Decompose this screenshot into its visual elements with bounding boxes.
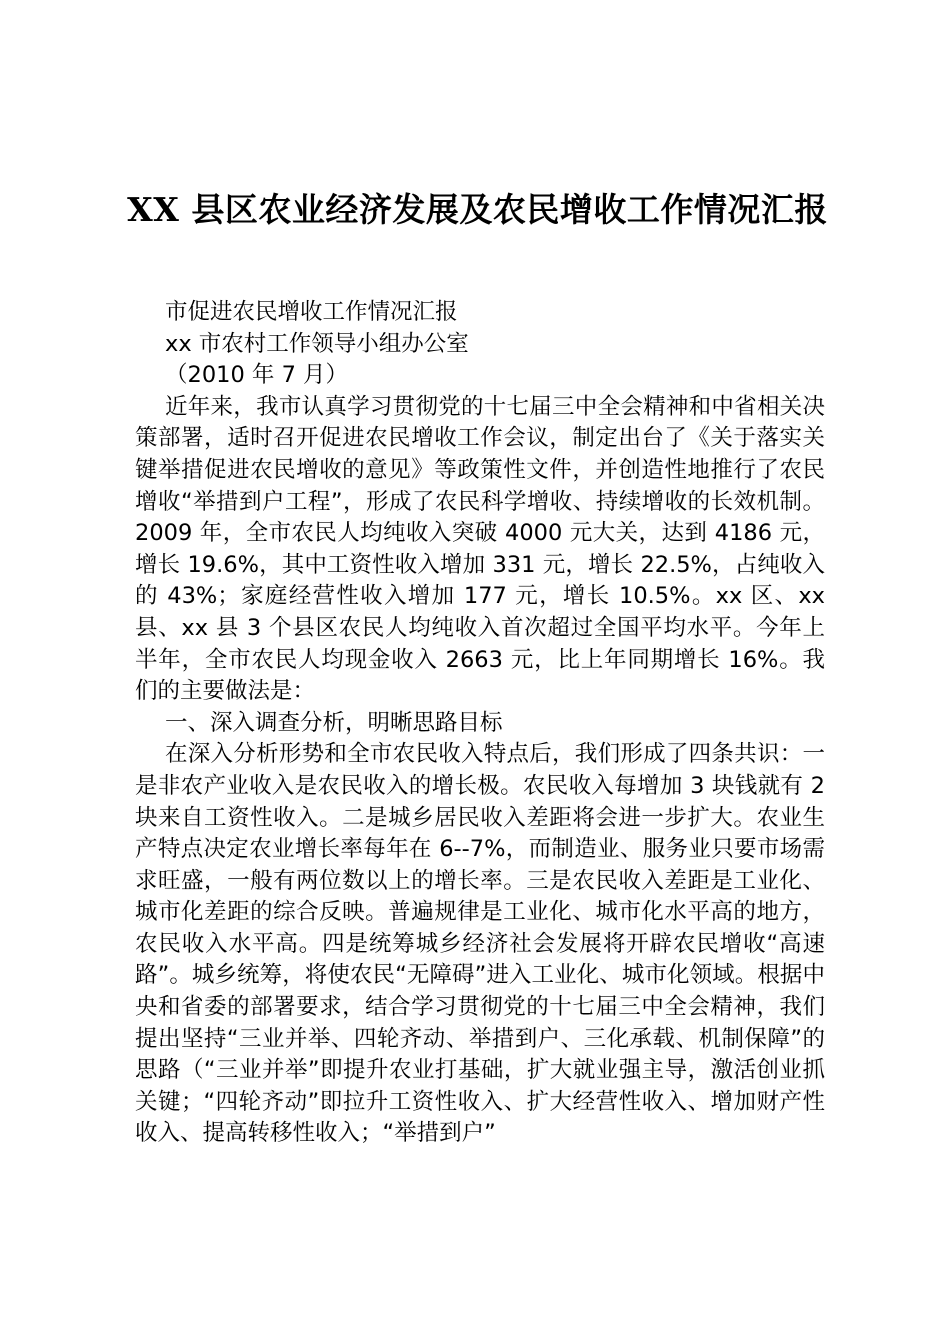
section-heading-1: 一、深入调查分析，明晰思路目标 <box>165 709 503 736</box>
document-body <box>135 297 825 1150</box>
paragraph-consensus: 在深入分析形势和全市农民收入特点后，我们形成了四条共识：一是非农产业收入是农民收入的增长极。农民收入每增加 3 块钱就有 2 块来自工资性收入。二是城乡居民收入差距将会进一步扩大。农业生产特点决定农业增长率每年在 6--7%，而制造业、服务业只要市场需求旺盛，一般有两位数以上的增长率。三是农民收入差距是工业化、城市化差距的综合反映。普遍规律是工业化、城市化水平高的地方，农民收入水平高。四是统筹城乡经济社会发展将开辟农民增收“高速路”。城乡统筹，将使农民“无障碍”进入工业化、城市化领域。根据中央和省委的部署要求，结合学习贯彻党的十七届三中全会精神，我们提出坚持“三业并举、四轮齐动、举措到户、三化承载、机制保障”的思路（“三业并举”即提升农业打基础，扩大就业强主导，激活创业抓关键；“四轮齐动”即拉升工资性收入、扩大经营性收入、增加财产性收入、提高转移性收入；“举措到户” <box>135 741 825 1147</box>
date-line: （2010 年 7 月） <box>165 362 349 389</box>
title-text: 县区农业经济发展及农民增收工作情况汇报 <box>179 190 828 229</box>
subtitle: 市促进农民增收工作情况汇报 <box>165 299 458 325</box>
issuer-line: xx 市农村工作领导小组办公室 <box>165 330 469 357</box>
document-title <box>125 183 830 237</box>
title-prefix: XX <box>127 190 180 229</box>
paragraph-intro: 近年来，我市认真学习贯彻党的十七届三中全会精神和中省相关决策部署，适时召开促进农民增收工作会议，制定出台了《关于落实关键举措促进农民增收的意见》等政策性文件，并创造性地推行了农民增收“举措到户工程”，形成了农民科学增收、持续增收的长效机制。2009 年，全市农民人均纯收入突破 4000 元大关，达到 4186 元，增长 19.6%，其中工资性收入增加 331 元，增长 22.5%，占纯收入的 43%；家庭经营性收入增加 177 元，增长 10.5%。xx 区、xx 县、xx 县 3 个县区农民人均纯收入首次超过全国平均水平。今年上半年，全市农民人均现金收入 2663 元，比上年同期增长 16%。我们的主要做法是： <box>135 393 825 705</box>
